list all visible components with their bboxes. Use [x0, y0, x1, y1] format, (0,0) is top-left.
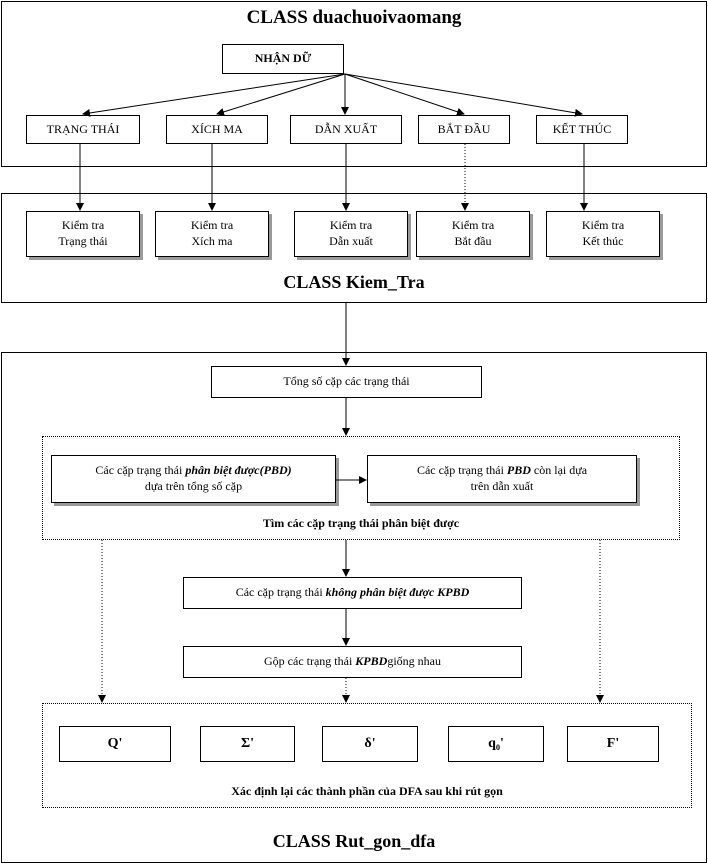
state-label: BẮT ĐẦU [437, 121, 491, 136]
state-label: KẾT THÚC [552, 121, 612, 136]
check-line-2: Trạng thái [58, 234, 108, 248]
pbd-derivation-text-c: còn lại dựa [530, 463, 588, 478]
check-line-1: Kiểm tra [451, 218, 495, 233]
component-label: Q' [107, 735, 123, 751]
merge-text-a: Gộp các trạng thái [264, 654, 353, 669]
check-line-1: Kiểm tra [61, 218, 105, 233]
check-line-1: Kiểm tra [190, 218, 234, 233]
merge-text-c: giống nhau [387, 654, 441, 669]
arrow-receive-to-bat-dau [345, 74, 464, 114]
pbd-total-text-b: phân biệt được(PBD) [185, 463, 292, 478]
kpbd-text-b: không phân biệt được KPBD [325, 585, 470, 600]
check-line-1: Kiểm tra [581, 218, 625, 233]
pbd-derivation-text-a: Các cặp trạng thái [416, 463, 507, 478]
merge-text-b: KPBD [355, 654, 388, 669]
check-line-1: Kiểm tra [329, 218, 373, 233]
pbd-total-text-a: Các cặp trạng thái [95, 463, 186, 478]
component-label: q₀' [488, 735, 504, 751]
pbd-derivation-text-b: PBD [506, 463, 531, 478]
class-duachuoivaomang-title: CLASS duachuoivaomang [246, 7, 462, 28]
class-kiem-tra-title: CLASS Kiem_Tra [283, 272, 425, 292]
state-label: TRẠNG THÁI [46, 121, 120, 136]
state-label: XÍCH MA [191, 121, 243, 136]
state-label: DẪN XUẤT [314, 121, 378, 136]
find-pbd-caption: Tìm các cặp trạng thái phân biệt được [262, 516, 460, 530]
receive-data-label: NHẬN DỮ [254, 51, 312, 66]
component-label: Σ' [240, 735, 255, 751]
component-label: δ' [364, 735, 376, 751]
pbd-derivation-line-2: trên dẫn xuất [470, 479, 534, 493]
check-line-2: Kết thúc [582, 234, 624, 248]
check-line-2: Bắt đầu [454, 234, 492, 248]
arrow-receive-to-ket-thuc [345, 74, 582, 114]
arrow-receive-to-xich-ma [217, 74, 345, 114]
pbd-total-line-2: dựa trên tổng số cặp [144, 479, 243, 493]
check-line-2: Dẫn xuất [329, 234, 373, 248]
total-pairs-label: Tổng số cặp các trạng thái [283, 374, 410, 389]
class-rut-gon-dfa-title: CLASS Rut_gon_dfa [272, 831, 436, 851]
kpbd-text-a: Các cặp trạng thái [235, 585, 323, 600]
dfa-components-caption: Xác định lại các thành phần của DFA sau khi rút gọn [231, 784, 503, 798]
check-line-2: Xích ma [191, 234, 233, 248]
component-label: F' [606, 735, 620, 751]
arrow-receive-to-trang-thai [83, 74, 345, 114]
